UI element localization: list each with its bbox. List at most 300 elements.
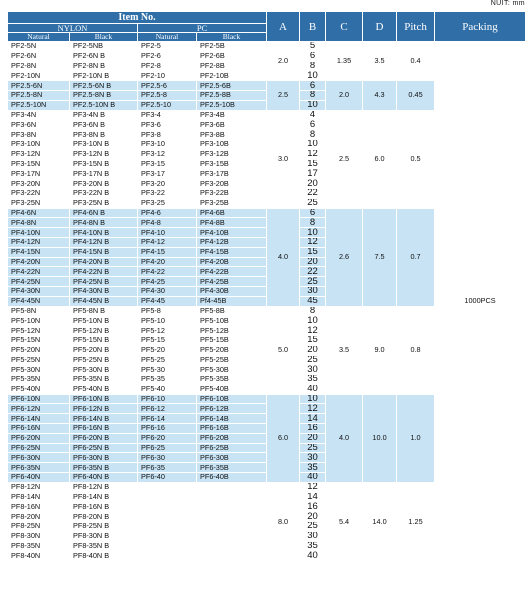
pitch-value: 1.25 (397, 482, 435, 560)
nylon-black-item: PF4-22N B (70, 267, 138, 277)
pc-natural-item: PF5-30 (138, 365, 197, 375)
table-row (8, 42, 526, 52)
pc-black-item: PF4-30B (197, 286, 267, 296)
pc-black-item: PF3-12B (197, 149, 267, 159)
pitch-value: 1.0 (397, 394, 435, 482)
nylon-natural-item: PF8-35N (8, 541, 70, 551)
nylon-black-item: PF8-20N B (70, 512, 138, 522)
nylon-black-item: PF4-20N B (70, 257, 138, 267)
nylon-natural-item: PF3-17N (8, 169, 70, 179)
dim-b-value: 8 (300, 218, 326, 228)
pc-natural-item (138, 531, 197, 541)
nylon-black-item: PF8-35N B (70, 541, 138, 551)
dim-b-value: 17 (300, 169, 326, 179)
pc-natural-item (138, 522, 197, 532)
dim-b-value: 15 (300, 159, 326, 169)
col-b-header: B (300, 12, 326, 42)
nylon-natural-item: PF2-8N (8, 61, 70, 71)
pc-black-item: PF6-16B (197, 424, 267, 434)
pc-natural-item: PF5-10 (138, 316, 197, 326)
nylon-black-item: PF3-25N B (70, 198, 138, 208)
pc-natural-item: PF3-20 (138, 179, 197, 189)
pc-black-item: PF5-10B (197, 316, 267, 326)
nylon-natural-item: PF4-45N (8, 296, 70, 306)
dim-b-value: 20 (300, 179, 326, 189)
nylon-black-item: PF8-25N B (70, 522, 138, 532)
nylon-black-item: PF5-25N B (70, 355, 138, 365)
nylon-black-item: PF4-8N B (70, 218, 138, 228)
dim-b-value: 25 (300, 355, 326, 365)
dim-b-value: 8 (300, 90, 326, 100)
dim-b-value: 12 (300, 482, 326, 492)
nylon-black-item: PF8-40N B (70, 551, 138, 561)
pc-natural-item: PF6-14 (138, 414, 197, 424)
dim-a-value: 2.0 (267, 42, 300, 81)
pc-natural-item: PF2-8 (138, 61, 197, 71)
pc-natural-item: PF4-20 (138, 257, 197, 267)
nylon-natural-item: PF5-12N (8, 326, 70, 336)
dim-b-value: 30 (300, 365, 326, 375)
pc-black-item: PF2.5-10B (197, 100, 267, 110)
pc-natural-item (138, 482, 197, 492)
nylon-natural-item: PF5-30N (8, 365, 70, 375)
pc-black-item (197, 492, 267, 502)
dim-b-value: 25 (300, 443, 326, 453)
nylon-black-item: PF6-10N B (70, 394, 138, 404)
dim-a-value: 5.0 (267, 306, 300, 394)
dim-b-value: 30 (300, 286, 326, 296)
pc-natural-item (138, 502, 197, 512)
pc-natural-item: PF2-6 (138, 51, 197, 61)
nylon-natural-item: PF2-6N (8, 51, 70, 61)
nylon-black-item: PF8-30N B (70, 531, 138, 541)
nylon-natural-item: PF5-35N (8, 375, 70, 385)
pc-natural-item: PF6-20 (138, 433, 197, 443)
spec-table-body (8, 42, 526, 561)
nylon-black-item: PF2.5-8N B (70, 90, 138, 100)
nylon-black-item: PF3-15N B (70, 159, 138, 169)
nylon-natural-item: PF5-10N (8, 316, 70, 326)
pc-natural-item: PF5-12 (138, 326, 197, 336)
pc-black-item (197, 482, 267, 492)
dim-d-value: 10.0 (363, 394, 397, 482)
dim-b-value: 10 (300, 71, 326, 81)
dim-b-value: 22 (300, 267, 326, 277)
nylon-natural-item: PF2.5-8N (8, 90, 70, 100)
pc-natural-item: PF6-30 (138, 453, 197, 463)
dim-b-value: 12 (300, 326, 326, 336)
pc-natural-item: PF4-6 (138, 208, 197, 218)
pc-natural-item: PF5-8 (138, 306, 197, 316)
pitch-value: 0.7 (397, 208, 435, 306)
dim-b-value: 10 (300, 316, 326, 326)
nylon-black-item: PF8-14N B (70, 492, 138, 502)
dim-a-value: 8.0 (267, 482, 300, 560)
nylon-black-item: PF5-8N B (70, 306, 138, 316)
nylon-natural-item: PF6-25N (8, 443, 70, 453)
dim-b-value: 10 (300, 228, 326, 238)
dim-d-value: 9.0 (363, 306, 397, 394)
nylon-black-item: PF3-8N B (70, 130, 138, 140)
pc-natural-item: PF3-10 (138, 139, 197, 149)
pc-black-item: PF2-10B (197, 71, 267, 81)
pc-natural-item: PF5-20 (138, 345, 197, 355)
dim-b-value: 20 (300, 345, 326, 355)
nylon-black-item: PF4-15N B (70, 247, 138, 257)
dim-b-value: 14 (300, 492, 326, 502)
pc-natural-item: PF6-25 (138, 443, 197, 453)
nylon-natural-item: PF3-4N (8, 110, 70, 120)
nylon-natural-item: PF6-10N (8, 394, 70, 404)
nylon-natural-item: PF3-20N (8, 179, 70, 189)
nylon-natural-item: PF3-6N (8, 120, 70, 130)
pc-black-item: PF5-15B (197, 335, 267, 345)
nylon-natural-item: PF3-8N (8, 130, 70, 140)
pc-black-item: PF4-25B (197, 277, 267, 287)
pc-natural-item (138, 512, 197, 522)
pc-black-item: PF6-40B (197, 473, 267, 483)
nylon-natural-item: PF5-40N (8, 384, 70, 394)
nylon-black-item: PF3-12N B (70, 149, 138, 159)
dim-b-value: 40 (300, 384, 326, 394)
nylon-natural-item: PF2-5N (8, 42, 70, 52)
nylon-natural-item: PF5-20N (8, 345, 70, 355)
pc-black-item: PF3-22B (197, 188, 267, 198)
pc-black-item: PF4-15B (197, 247, 267, 257)
pc-black-item: PF6-35B (197, 463, 267, 473)
nylon-black-item: PF5-40N B (70, 384, 138, 394)
dim-b-value: 40 (300, 473, 326, 483)
dim-c-value: 5.4 (326, 482, 363, 560)
nylon-black-item: PF2-10N B (70, 71, 138, 81)
col-packing-header: Packing (435, 12, 526, 42)
dim-b-value: 10 (300, 100, 326, 110)
dim-b-value: 15 (300, 247, 326, 257)
nylon-natural-item: PF4-15N (8, 247, 70, 257)
dim-b-value: 20 (300, 433, 326, 443)
pc-black-item: PF5-40B (197, 384, 267, 394)
pc-natural-item: PF6-35 (138, 463, 197, 473)
nylon-natural-item: PF8-20N (8, 512, 70, 522)
nylon-natural-item: PF6-20N (8, 433, 70, 443)
nylon-natural-item: PF4-8N (8, 218, 70, 228)
dim-a-value: 6.0 (267, 394, 300, 482)
pc-natural-item (138, 551, 197, 561)
dim-c-value: 4.0 (326, 394, 363, 482)
dim-b-value: 12 (300, 237, 326, 247)
pc-black-item: PF4-20B (197, 257, 267, 267)
pc-natural-item: PF5-40 (138, 384, 197, 394)
dim-a-value: 2.5 (267, 81, 300, 110)
dim-b-value: 10 (300, 139, 326, 149)
nylon-black-item: PF3-4N B (70, 110, 138, 120)
nylon-black-item: PF6-35N B (70, 463, 138, 473)
pc-black-item: PF3-17B (197, 169, 267, 179)
nylon-natural-item: PF4-25N (8, 277, 70, 287)
pc-natural-item: PF3-8 (138, 130, 197, 140)
nylon-natural-item: PF4-22N (8, 267, 70, 277)
dim-b-value: 6 (300, 208, 326, 218)
pc-black-item: PF3-25B (197, 198, 267, 208)
nylon-black-item: PF5-35N B (70, 375, 138, 385)
nylon-natural-item: PF5-25N (8, 355, 70, 365)
nylon-black-item: PF6-20N B (70, 433, 138, 443)
pc-natural-item: PF4-15 (138, 247, 197, 257)
nylon-natural-item: PF6-40N (8, 473, 70, 483)
pc-natural-item: PF4-25 (138, 277, 197, 287)
pc-black-item: PF6-25B (197, 443, 267, 453)
pc-black-item: PF5-8B (197, 306, 267, 316)
dim-b-value: 5 (300, 42, 326, 52)
dim-d-value: 4.3 (363, 81, 397, 110)
pc-black-item (197, 551, 267, 561)
nylon-black-item: PF2.5-10N B (70, 100, 138, 110)
pc-natural-item: PF3-15 (138, 159, 197, 169)
nylon-natural-item: PF6-30N (8, 453, 70, 463)
nylon-black-item: PF3-17N B (70, 169, 138, 179)
pc-black-item: PF3-6B (197, 120, 267, 130)
dim-c-value: 2.0 (326, 81, 363, 110)
pc-natural-item: PF5-35 (138, 375, 197, 385)
pc-natural-item: PF4-8 (138, 218, 197, 228)
pc-black-item: PF2-6B (197, 51, 267, 61)
dim-a-value: 3.0 (267, 110, 300, 208)
pc-black-item: PF4-10B (197, 228, 267, 238)
nylon-natural-item: PF4-30N (8, 286, 70, 296)
item-no-header: Item No. (8, 12, 267, 24)
pc-black-item: PF6-20B (197, 433, 267, 443)
nylon-natural-item: PF8-16N (8, 502, 70, 512)
dim-b-value: 6 (300, 51, 326, 61)
nylon-natural-item: PF4-20N (8, 257, 70, 267)
dim-b-value: 35 (300, 541, 326, 551)
pc-natural-item: PF6-40 (138, 473, 197, 483)
pc-natural-item (138, 541, 197, 551)
pc-natural-item: PF4-12 (138, 237, 197, 247)
nylon-natural-item: PF3-12N (8, 149, 70, 159)
nylon-natural-item: PF6-12N (8, 404, 70, 414)
nylon-black-item: PF2-6N B (70, 51, 138, 61)
nylon-natural-item: PF8-14N (8, 492, 70, 502)
nylon-natural-item: PF6-14N (8, 414, 70, 424)
pc-natural-item: PF4-30 (138, 286, 197, 296)
nylon-natural-item: PF8-25N (8, 522, 70, 532)
nylon-black-item: PF2.5-6N B (70, 81, 138, 91)
nylon-natural-header: Natural (8, 33, 70, 42)
dim-c-value: 1.35 (326, 42, 363, 81)
pc-black-item: PF3-4B (197, 110, 267, 120)
nylon-black-item: PF2-5NB (70, 42, 138, 52)
dim-a-value: 4.0 (267, 208, 300, 306)
pc-black-item: Pf4-45B (197, 296, 267, 306)
nylon-black-item: PF3-20N B (70, 179, 138, 189)
dim-b-value: 30 (300, 453, 326, 463)
nylon-black-item: PF4-30N B (70, 286, 138, 296)
pc-natural-item: PF2-10 (138, 71, 197, 81)
pc-black-item: PF3-15B (197, 159, 267, 169)
pc-natural-item: PF6-12 (138, 404, 197, 414)
nylon-black-item: PF8-12N B (70, 482, 138, 492)
dim-b-value: 30 (300, 531, 326, 541)
dim-b-value: 40 (300, 551, 326, 561)
dim-b-value: 12 (300, 404, 326, 414)
pc-black-item: PF5-35B (197, 375, 267, 385)
nylon-natural-item: PF5-8N (8, 306, 70, 316)
nylon-black-item: PF2-8N B (70, 61, 138, 71)
pc-natural-item: PF6-10 (138, 394, 197, 404)
nylon-black-item: PF4-45N B (70, 296, 138, 306)
nylon-natural-item: PF3-15N (8, 159, 70, 169)
pc-natural-item: PF5-25 (138, 355, 197, 365)
pc-natural-item: PF3-6 (138, 120, 197, 130)
nylon-natural-item: PF2.5-6N (8, 81, 70, 91)
pc-black-item: PF4-6B (197, 208, 267, 218)
pc-natural-item: PF3-4 (138, 110, 197, 120)
pc-natural-item: PF2-5 (138, 42, 197, 52)
dim-c-value: 2.6 (326, 208, 363, 306)
pc-black-item: PF2-5B (197, 42, 267, 52)
nylon-natural-item: PF3-22N (8, 188, 70, 198)
dim-b-value: 25 (300, 277, 326, 287)
spec-table (7, 11, 526, 561)
pc-natural-item: PF6-16 (138, 424, 197, 434)
dim-b-value: 22 (300, 188, 326, 198)
dim-b-value: 10 (300, 394, 326, 404)
nylon-black-item: PF5-10N B (70, 316, 138, 326)
nylon-natural-item: PF4-10N (8, 228, 70, 238)
nylon-natural-item: PF4-12N (8, 237, 70, 247)
dim-d-value: 3.5 (363, 42, 397, 81)
nylon-black-item: PF4-25N B (70, 277, 138, 287)
pc-natural-item: PF3-25 (138, 198, 197, 208)
nylon-black-item: PF3-22N B (70, 188, 138, 198)
dim-b-value: 15 (300, 335, 326, 345)
pc-black-item: PF5-12B (197, 326, 267, 336)
nylon-natural-item: PF6-35N (8, 463, 70, 473)
dim-b-value: 25 (300, 522, 326, 532)
pc-natural-item: PF4-22 (138, 267, 197, 277)
nylon-black-item: PF6-25N B (70, 443, 138, 453)
pitch-value: 0.5 (397, 110, 435, 208)
pc-black-header: Black (197, 33, 267, 42)
nylon-natural-item: PF4-6N (8, 208, 70, 218)
nylon-black-item: PF5-20N B (70, 345, 138, 355)
nylon-black-item: PF4-10N B (70, 228, 138, 238)
pc-black-item (197, 502, 267, 512)
nylon-black-item: PF8-16N B (70, 502, 138, 512)
pc-natural-item: PF4-45 (138, 296, 197, 306)
pc-black-item (197, 512, 267, 522)
pc-natural-item: PF5-15 (138, 335, 197, 345)
nylon-black-item: PF6-16N B (70, 424, 138, 434)
nylon-black-item: PF4-12N B (70, 237, 138, 247)
pc-natural-item: PF3-12 (138, 149, 197, 159)
pc-natural-item (138, 492, 197, 502)
pc-black-item: PF5-25B (197, 355, 267, 365)
dim-d-value: 14.0 (363, 482, 397, 560)
pc-natural-item: PF3-22 (138, 188, 197, 198)
pc-black-item: PF2-8B (197, 61, 267, 71)
pc-black-item: PF5-20B (197, 345, 267, 355)
dim-b-value: 16 (300, 424, 326, 434)
nylon-natural-item: PF3-25N (8, 198, 70, 208)
nylon-natural-item: PF2-10N (8, 71, 70, 81)
dim-b-value: 6 (300, 120, 326, 130)
nylon-natural-item: PF5-15N (8, 335, 70, 345)
pitch-value: 0.4 (397, 42, 435, 81)
pc-black-item: PF3-20B (197, 179, 267, 189)
pc-black-item: PF4-22B (197, 267, 267, 277)
pc-natural-item: PF2.5-6 (138, 81, 197, 91)
nylon-black-item: PF5-15N B (70, 335, 138, 345)
nylon-natural-item: PF2.5-10N (8, 100, 70, 110)
dim-b-value: 8 (300, 130, 326, 140)
pc-natural-item: PF2.5-8 (138, 90, 197, 100)
pc-black-item: PF6-10B (197, 394, 267, 404)
pitch-value: 0.45 (397, 81, 435, 110)
pc-black-item: PF2.5-8B (197, 90, 267, 100)
pc-natural-item: PF2.5-10 (138, 100, 197, 110)
nylon-black-item: PF5-30N B (70, 365, 138, 375)
dim-c-value: 2.5 (326, 110, 363, 208)
nylon-black-item: PF3-6N B (70, 120, 138, 130)
dim-d-value: 7.5 (363, 208, 397, 306)
pc-natural-header: Natural (138, 33, 197, 42)
dim-b-value: 25 (300, 198, 326, 208)
pc-black-item: PF6-30B (197, 453, 267, 463)
col-d-header: D (363, 12, 397, 42)
nylon-black-item: PF6-30N B (70, 453, 138, 463)
pc-black-item: PF5-30B (197, 365, 267, 375)
nylon-black-item: PF3-10N B (70, 139, 138, 149)
nylon-natural-item: PF6-16N (8, 424, 70, 434)
pc-black-item: PF6-12B (197, 404, 267, 414)
nylon-natural-item: PF8-30N (8, 531, 70, 541)
pc-black-item: PF3-8B (197, 130, 267, 140)
dim-b-value: 35 (300, 375, 326, 385)
dim-b-value: 6 (300, 81, 326, 91)
dim-b-value: 45 (300, 296, 326, 306)
nylon-black-item: PF4-6N B (70, 208, 138, 218)
pc-black-item: PF2.5-6B (197, 81, 267, 91)
pc-black-item: PF4-12B (197, 237, 267, 247)
nylon-natural-item: PF8-12N (8, 482, 70, 492)
nylon-natural-item: PF8-40N (8, 551, 70, 561)
pc-black-item (197, 541, 267, 551)
nylon-natural-item: PF3-10N (8, 139, 70, 149)
dim-b-value: 16 (300, 502, 326, 512)
nylon-black-header: Black (70, 33, 138, 42)
pc-black-item: PF4-8B (197, 218, 267, 228)
pc-black-item: PF6-14B (197, 414, 267, 424)
dim-b-value: 8 (300, 61, 326, 71)
dim-b-value: 8 (300, 306, 326, 316)
dim-b-value: 20 (300, 512, 326, 522)
dim-c-value: 3.5 (326, 306, 363, 394)
nylon-black-item: PF6-12N B (70, 404, 138, 414)
pitch-value: 0.8 (397, 306, 435, 394)
col-a-header: A (267, 12, 300, 42)
nylon-header: NYLON (8, 24, 138, 33)
nylon-black-item: PF5-12N B (70, 326, 138, 336)
col-c-header: C (326, 12, 363, 42)
unit-note: NUIT: mm (490, 0, 525, 7)
pc-black-item: PF3-10B (197, 139, 267, 149)
nylon-black-item: PF6-14N B (70, 414, 138, 424)
dim-b-value: 35 (300, 463, 326, 473)
dim-b-value: 12 (300, 149, 326, 159)
pc-natural-item: PF4-10 (138, 228, 197, 238)
